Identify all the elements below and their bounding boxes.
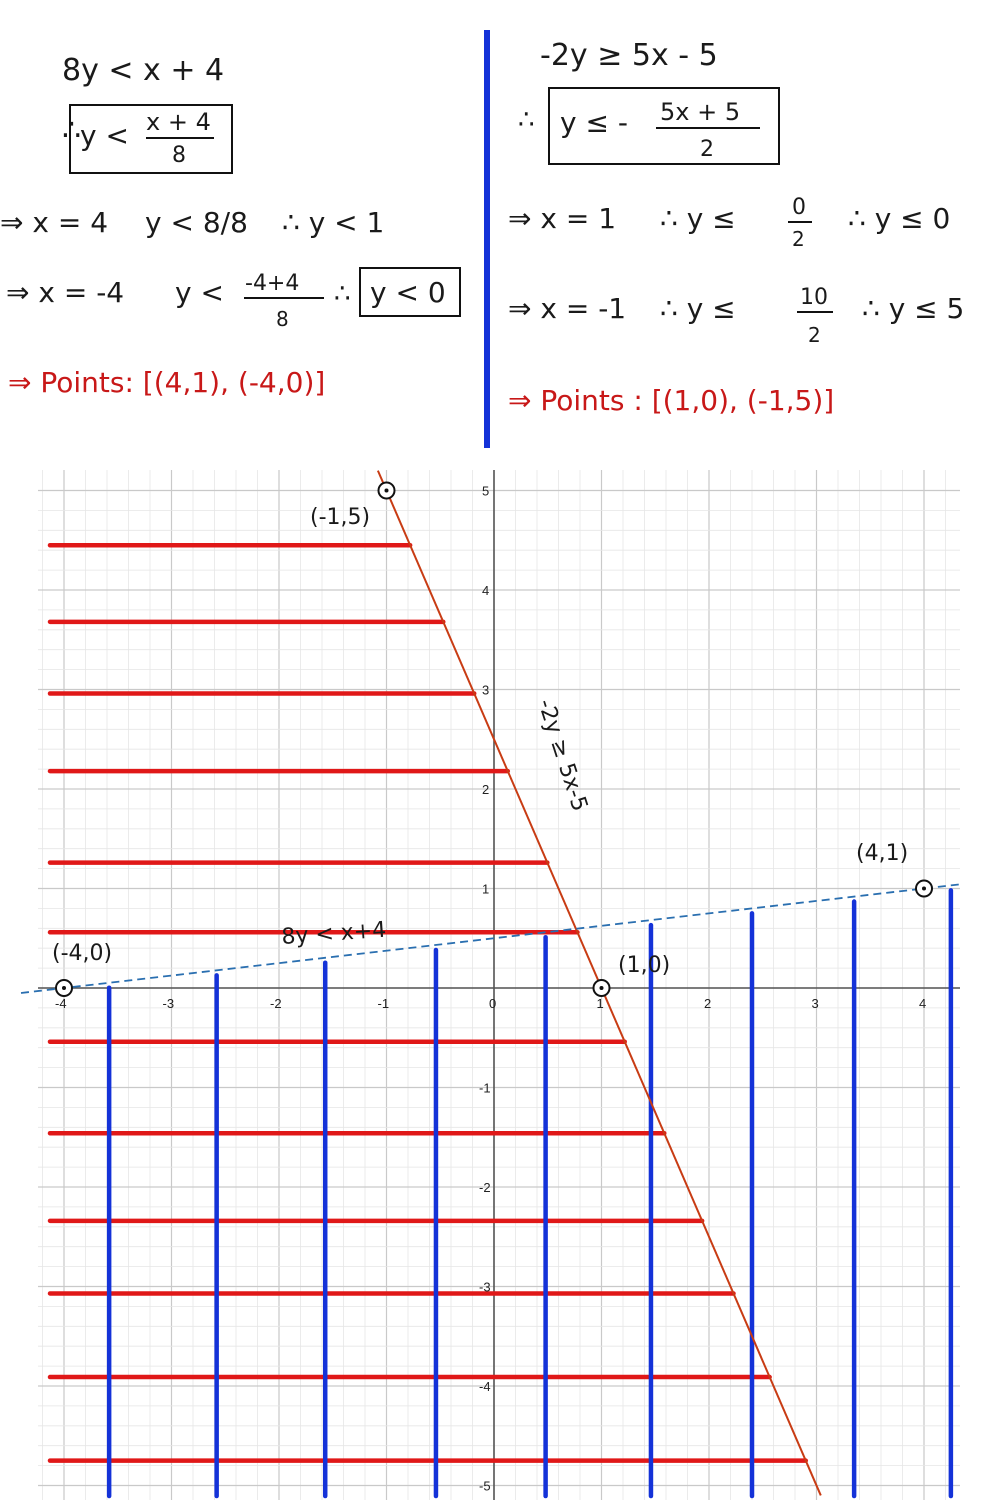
left-inequality: 8y < x + 4 [62,53,225,88]
right-step1-result: ∴ y ≤ 0 [848,202,951,235]
right-box-denominator: 2 [700,137,714,162]
right-step1-denominator: 2 [792,227,805,251]
left-box-denominator: 8 [172,143,186,168]
right-step2: ⇒ x = -1 [508,292,627,325]
therefore-sign: ∴ [518,105,535,135]
y-tick-label: 5 [482,483,490,499]
y-tick-label: -1 [479,1080,491,1096]
right-box-lhs: y ≤ - [560,106,628,139]
x-tick-label: 3 [811,996,819,1011]
left-step2-therefore: ∴ [334,279,351,309]
right-points: ⇒ Points : [(1,0), (-1,5)] [508,384,835,417]
left-points: ⇒ Points: [(4,1), (-4,0)] [8,366,326,399]
left-step2-numerator: -4+4 [245,271,300,296]
right-step1-mid: ∴ y ≤ [660,202,736,235]
x-tick-label: -4 [55,996,67,1011]
boundary-lines [21,471,962,1496]
point-marker-dot [385,489,389,493]
y-tick-label: 4 [482,583,490,598]
left-step2-lhs: y < [175,276,224,309]
y-tick-label: 1 [482,881,490,897]
left-step1-y: y < 8/8 [145,206,248,239]
x-tick-label: 4 [919,996,927,1011]
point-label-4-1: (4,1) [856,841,909,866]
y-tick-label: -4 [479,1379,491,1394]
right-box-numerator: 5x + 5 [660,98,741,126]
blue-hatching [109,890,951,1496]
point-marker-dot [922,887,926,891]
point-marker-dot [62,986,66,990]
left-box-lhs: y < [80,119,129,152]
blue-line-label: 8y < x+4 [280,917,388,950]
left-step2-denominator: 8 [276,307,289,331]
grid [38,470,960,1500]
right-step2-mid: ∴ y ≤ [660,292,736,325]
x-tick-label: 0 [489,996,497,1011]
right-step2-numerator: 10 [800,285,828,310]
x-tick-label: -1 [377,996,390,1011]
axes [38,470,960,1500]
red-line-label: -2y ≥ 5x-5 [532,696,593,815]
x-tick-label: 1 [596,996,604,1011]
y-tick-label: -3 [479,1279,491,1295]
right-step1: ⇒ x = 1 [508,202,617,235]
left-box-numerator: x + 4 [146,108,211,136]
left-step2: ⇒ x = -4 [6,276,125,309]
blue-boundary-line [21,881,962,993]
y-tick-label: -5 [479,1478,491,1494]
point-label-1-0: (1,0) [618,953,671,978]
right-step2-result: ∴ y ≤ 5 [862,292,965,325]
left-step2-box-text: y < 0 [370,276,446,309]
point-label-minus1-5: (-1,5) [310,505,371,530]
therefore-sign: ∴ [62,113,82,148]
right-step1-numerator: 0 [792,195,806,220]
point-label-minus4-0: (-4,0) [52,941,113,966]
y-tick-label: -2 [479,1180,491,1195]
x-tick-label: -3 [162,996,175,1011]
x-tick-label: 2 [704,996,712,1011]
y-tick-label: 2 [482,782,490,797]
x-tick-label: -2 [270,996,282,1011]
point-marker-dot [600,986,604,990]
right-step2-denominator: 2 [808,323,821,347]
left-step1-result: ∴ y < 1 [282,206,385,239]
right-inequality: -2y ≥ 5x - 5 [540,38,718,73]
y-tick-label: 3 [482,682,490,698]
left-step1: ⇒ x = 4 [0,206,109,239]
